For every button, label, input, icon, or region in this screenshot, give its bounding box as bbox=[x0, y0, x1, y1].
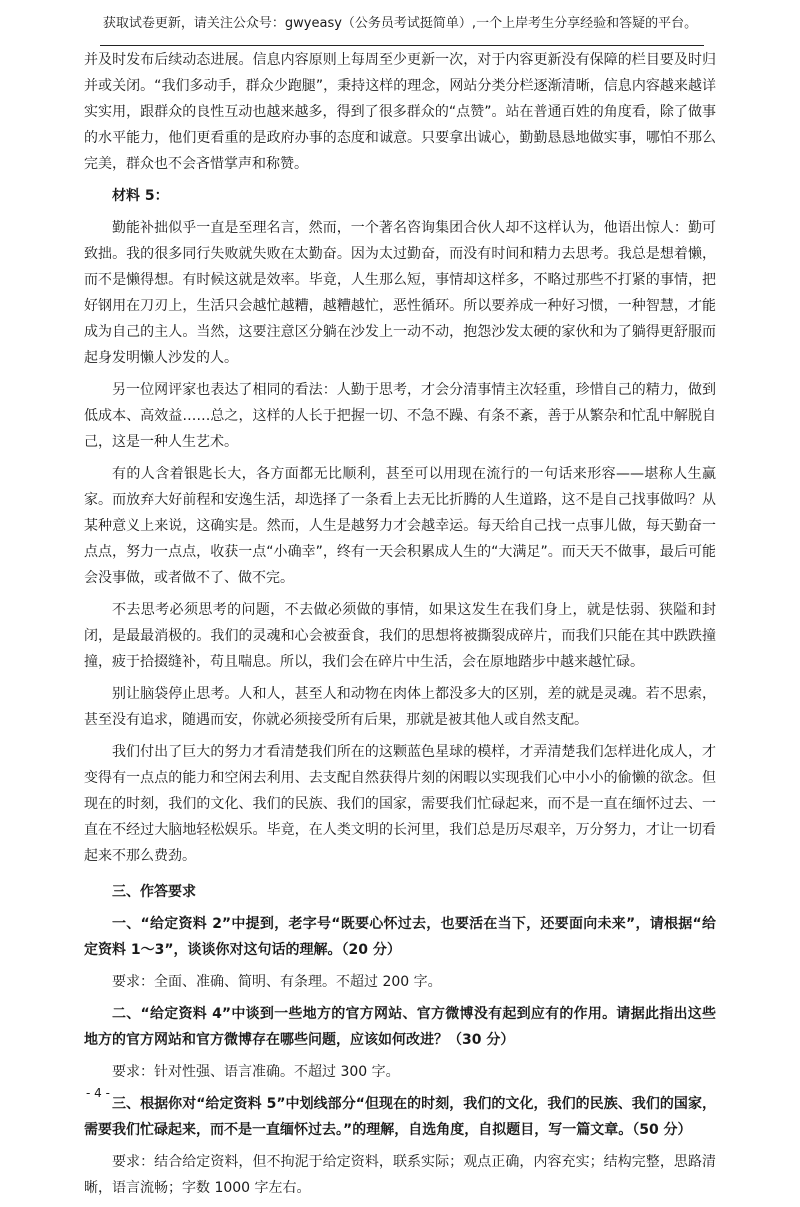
header-divider bbox=[100, 45, 704, 46]
question-2: 二、“给定资料 4”中谈到一些地方的官方网站、官方微博没有起到应有的作用。请据此指出这些地方的官方网站和官方微博存在哪些问题，应该如何改进？（30 分） bbox=[84, 1006, 716, 1048]
paragraph: 别让脑袋停止思考。人和人，甚至人和动物在肉体上都没多大的区别，差的就是灵魂。若不思索，甚至没有追求，随遇而安，你就必须接受所有后果，那就是被其他人或自然支配。 bbox=[84, 686, 716, 728]
document-body bbox=[84, 47, 716, 1207]
header-notice: 获取试卷更新，请关注公众号：gwyeasy（公务员考试挺简单）,一个上岸考生分享经验和答疑的平台。 bbox=[102, 16, 698, 31]
paragraph-material-4-end: 并及时发布后续动态进展。信息内容原则上每周至少更新一次，对于内容更新没有保障的栏目要及时归并或关闭。“我们多动手，群众少跑腿”，秉持这样的理念，网站分类分栏逐渐清晰，信息内容越来越详实实用，跟群众的良性互动也越来越多，得到了很多群众的“点赞”。站在普通百姓的角度看，除了做事的水平能力，他们更看重的是政府办事的态度和诚意。只要拿出诚心，勤勤恳恳地做实事，哪怕不那么完美，群众也不会吝惜掌声和称赞。 bbox=[84, 52, 716, 172]
material-5-heading: 材料 5： bbox=[112, 188, 169, 204]
question-1: 一、“给定资料 2”中提到，老字号“既要心怀过去，也要活在当下，还要面向未来”，请根据“给定资料 1～3”，谈谈你对这句话的理解。（20 分） bbox=[84, 916, 716, 958]
paragraph: 不去思考必须思考的问题，不去做必须做的事情，如果这发生在我们身上，就是怯弱、狭隘和封闭，是最最消极的。我们的灵魂和心会被蚕食，我们的思想将被撕裂成碎片，而我们只能在其中跌跌撞撞，疲于拾掇缝补，苟且喘息。所以，我们会在碎片中生活，会在原地踏步中越来越忙碌。 bbox=[84, 602, 716, 670]
section-title: 三、作答要求 bbox=[112, 884, 196, 900]
paragraph: 勤能补拙似乎一直是至理名言，然而，一个著名咨询集团合伙人却不这样认为，他语出惊人：勤可致拙。我的很多同行失败就失败在太勤奋。因为太过勤奋，而没有时间和精力去思考。我总是想着懒，而不是懒得想。有时候这就是效率。毕竟，人生那么短，事情却这样多，不略过那些不打紧的事情，把好钢用在刀刃上，生活只会越忙越糟，越糟越忙，恶性循环。所以要养成一种好习惯，一种智慧，才能成为自己的主人。当然，这要注意区分躺在沙发上一动不动，抱怨沙发太硬的家伙和为了躺得更舒服而起身发明懒人沙发的人。 bbox=[84, 220, 716, 366]
question-2-requirement: 要求：针对性强、语言准确。不超过 300 字。 bbox=[112, 1064, 400, 1080]
paragraph: 有的人含着银匙长大，各方面都无比顺利，甚至可以用现在流行的一句话来形容——堪称人生赢家。而放弃大好前程和安逸生活，却选择了一条看上去无比折腾的人生道路，这不是自己找事做吗？从某种意义上来说，这确实是。然而，人生是越努力才会越幸运。每天给自己找一点事儿做，每天勤奋一点点，努力一点点，收获一点“小确幸”，终有一天会积累成人生的“大满足”。而天天不做事，最后可能会没事做，或者做不了、做不完。 bbox=[84, 466, 716, 586]
page-header bbox=[0, 0, 800, 44]
page-number: - 4 - bbox=[86, 1086, 110, 1100]
paragraph: 另一位网评家也表达了相同的看法：人勤于思考，才会分清事情主次轻重，珍惜自己的精力，做到低成本、高效益……总之，这样的人长于把握一切、不急不躁、有条不紊，善于从繁杂和忙乱中解脱自己，这是一种人生艺术。 bbox=[84, 382, 716, 450]
question-1-requirement: 要求：全面、准确、简明、有条理。不超过 200 字。 bbox=[112, 974, 442, 990]
paragraph: 我们付出了巨大的努力才看清楚我们所在的这颗蓝色星球的模样，才弄清楚我们怎样进化成人，才变得有一点点的能力和空闲去利用、去支配自然获得片刻的闲暇以实现我们心中小小的偷懒的欲念。但现在的时刻，我们的文化、我们的民族、我们的国家，需要我们忙碌起来，而不是一直在缅怀过去、一直在不经过大脑地轻松娱乐。毕竟，在人类文明的长河里，我们总是历尽艰辛，万分努力，才让一切看起来不那么费劲。 bbox=[84, 744, 716, 864]
question-3: 三、根据你对“给定资料 5”中划线部分“但现在的时刻，我们的文化，我们的民族、我们的国家，需要我们忙碌起来，而不是一直缅怀过去。”的理解，自选角度，自拟题目，写一篇文章。（50 分） bbox=[84, 1096, 716, 1138]
question-3-requirement: 要求：结合给定资料，但不拘泥于给定资料，联系实际；观点正确，内容充实；结构完整，思路清晰，语言流畅；字数 1000 字左右。 bbox=[84, 1154, 716, 1196]
